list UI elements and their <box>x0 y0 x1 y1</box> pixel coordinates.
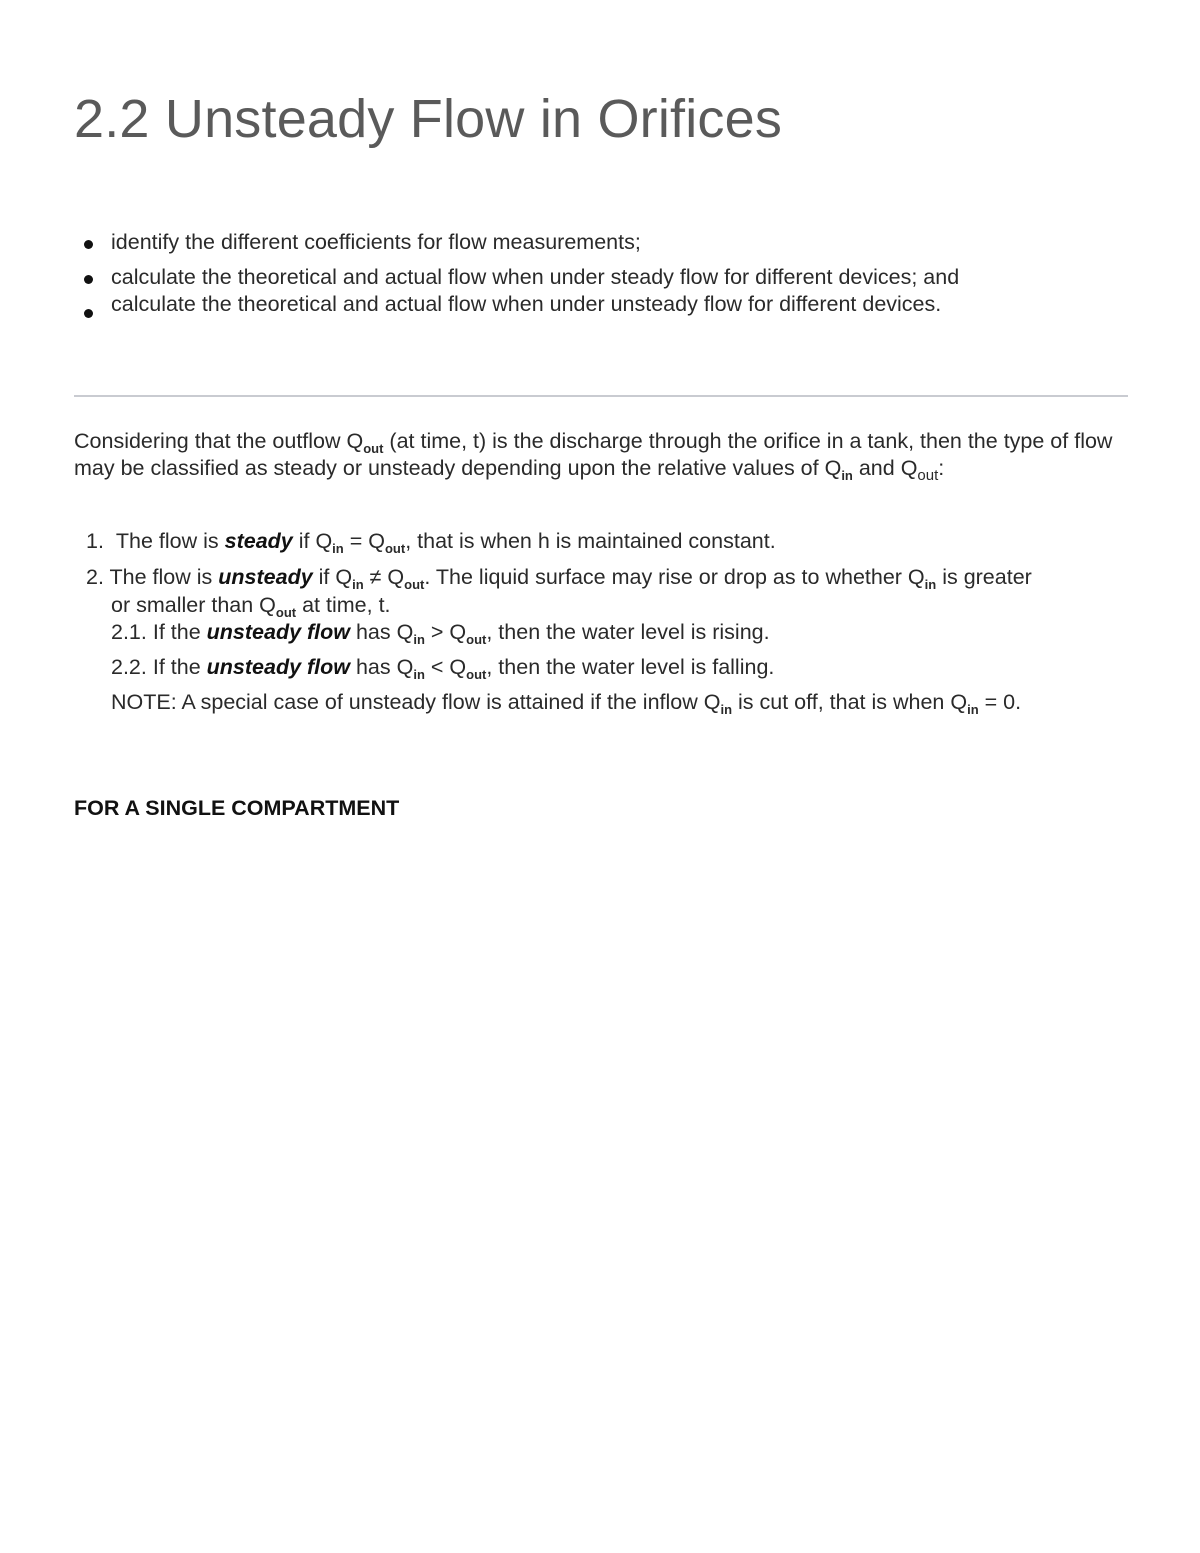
subscript: out <box>275 605 297 620</box>
item-text: < Q <box>424 655 467 679</box>
item-text: = Q <box>343 529 385 553</box>
emphasis-text: unsteady <box>218 565 313 589</box>
subscript: in <box>413 632 425 647</box>
item-text: is greater <box>936 565 1032 589</box>
bullet-icon <box>84 240 93 249</box>
subscript: out <box>404 577 425 592</box>
subscript: in <box>352 577 364 592</box>
subscript: in <box>924 577 937 592</box>
item-text: The flow is <box>109 565 219 589</box>
list-item-2-1 <box>111 620 770 645</box>
item-text: If the <box>146 620 207 644</box>
divider <box>74 395 1128 397</box>
list-item-2-2 <box>111 655 774 680</box>
item-text: at time, t. <box>296 593 391 617</box>
list-item-2 <box>86 565 1032 590</box>
item-number: 2. <box>86 565 104 589</box>
subscript: in <box>413 667 425 682</box>
item-text: if Q <box>292 529 333 553</box>
item-text: ≠ Q <box>363 565 405 589</box>
item-text: If the <box>146 655 207 679</box>
subscript: in <box>967 702 979 717</box>
item-text: if Q <box>312 565 353 589</box>
objective-text: calculate the theoretical and actual flow when under steady flow for different devices; and <box>111 265 960 289</box>
item-text: or smaller than Q <box>111 593 276 617</box>
subscript: in <box>720 702 733 717</box>
item-number: 1. <box>86 529 104 553</box>
item-text: , then the water level is falling. <box>486 655 775 679</box>
note-text: NOTE: A special case of unsteady flow is attained if the inflow Q <box>111 690 721 714</box>
subscript: out <box>466 667 487 682</box>
item-text: has Q <box>350 655 414 679</box>
subscript: out <box>917 467 939 484</box>
emphasis-text: unsteady flow <box>206 620 350 644</box>
item-text: has Q <box>350 620 414 644</box>
subscript: out <box>466 632 487 647</box>
note-text: = 0. <box>978 690 1022 714</box>
subscript: out <box>384 541 406 556</box>
subscript: in <box>841 468 853 483</box>
note-line <box>111 690 1021 715</box>
page-title: 2.2 Unsteady Flow in Orifices <box>74 89 783 149</box>
emphasis-text: steady <box>224 529 293 553</box>
item-text: , that is when h is maintained constant. <box>405 529 776 553</box>
objective-text: identify the different coefficients for flow measurements; <box>111 230 641 254</box>
intro-text: : <box>938 456 945 480</box>
item-text: > Q <box>424 620 467 644</box>
section-heading: FOR A SINGLE COMPARTMENT <box>74 796 400 820</box>
item-text: , then the water level is rising. <box>486 620 770 644</box>
item-text: The flow is <box>115 529 225 553</box>
item-text: . The liquid surface may rise or drop as to whether Q <box>424 565 925 589</box>
intro-paragraph <box>74 428 1134 482</box>
intro-text: (at time, t) is the discharge through the orifice in a tank, then the type of flow may be classified as steady or unsteady depending upon the relative values of Q <box>74 429 1113 480</box>
item-number: 2.2. <box>111 655 147 679</box>
objective-text: calculate the theoretical and actual flow when under unsteady flow for different devices. <box>111 292 942 316</box>
subscript: out <box>363 441 384 456</box>
intro-text: and Q <box>852 456 918 480</box>
intro-text: Considering that the outflow Q <box>74 429 364 453</box>
note-text: is cut off, that is when Q <box>732 690 968 714</box>
list-item-2-continued <box>111 593 391 618</box>
emphasis-text: unsteady flow <box>206 655 350 679</box>
item-number: 2.1. <box>111 620 147 644</box>
bullet-icon <box>84 309 93 318</box>
subscript: in <box>332 541 344 556</box>
list-item-1 <box>86 529 776 554</box>
bullet-icon <box>84 275 93 284</box>
